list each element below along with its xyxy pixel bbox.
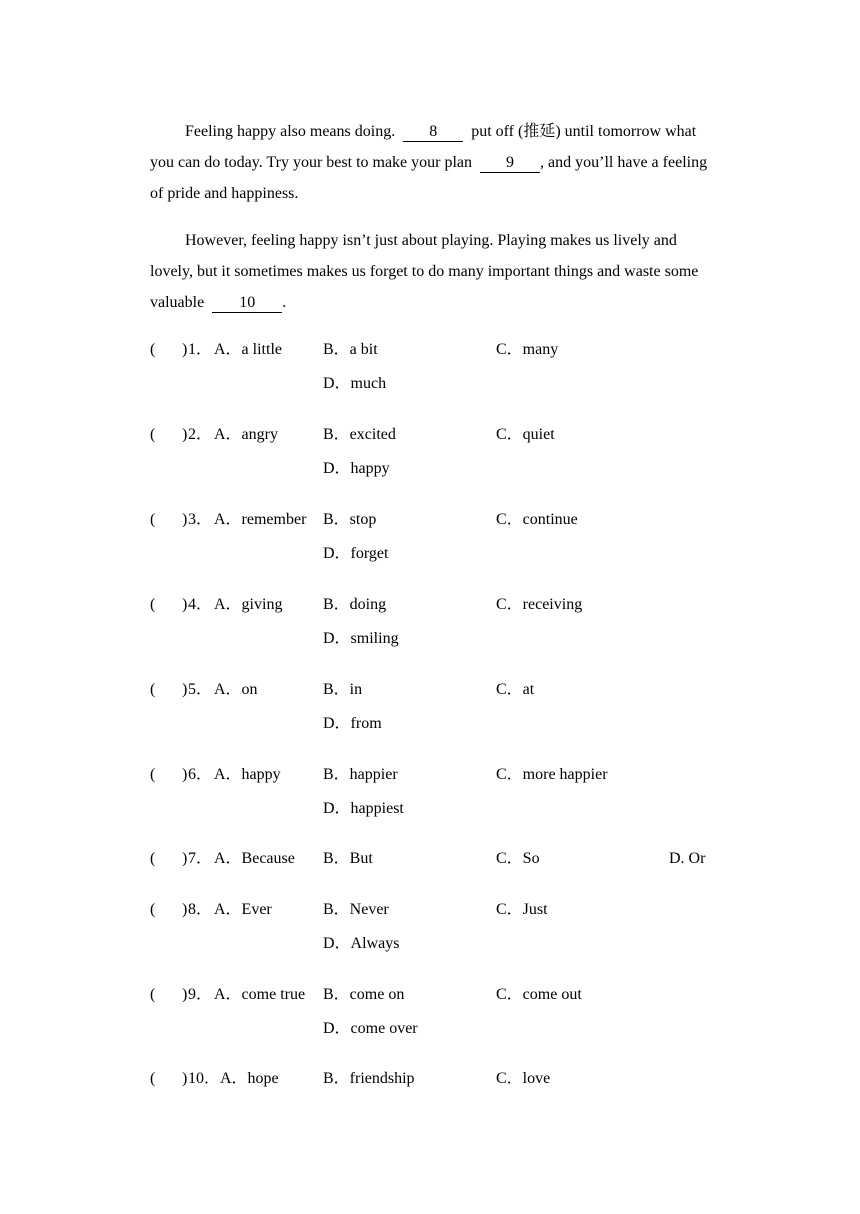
- answer-paren-open: (: [150, 426, 156, 443]
- option-b: B．in: [323, 681, 363, 698]
- question-1: [150, 340, 750, 360]
- answer-paren-open: (: [150, 986, 156, 1003]
- option-d: D．from: [323, 715, 382, 732]
- option-a: A．a little: [214, 341, 282, 358]
- option-c: C．come out: [496, 986, 582, 1003]
- blank-10: 10: [212, 294, 282, 313]
- passage-paragraph-1: [150, 116, 710, 209]
- p1-text-3: , and you’ll have a feeling of pride and happiness.: [150, 154, 708, 202]
- answer-paren-open: (: [150, 596, 156, 613]
- option-c: C．love: [496, 1070, 551, 1087]
- answer-paren-close: ): [182, 511, 188, 528]
- question-3-row-2: [150, 544, 750, 564]
- option-a: A．happy: [214, 766, 281, 783]
- answer-paren-close: ): [182, 341, 188, 358]
- answer-paren-close: ): [182, 1070, 188, 1087]
- question-9-row-2: [150, 1019, 750, 1039]
- option-b: B．a bit: [323, 341, 378, 358]
- option-b: B．happier: [323, 766, 398, 783]
- question-5: [150, 680, 750, 700]
- answer-paren-open: (: [150, 341, 156, 358]
- answer-paren-open: (: [150, 901, 156, 918]
- option-c: C．So: [496, 850, 540, 867]
- answer-paren-open: (: [150, 766, 156, 783]
- question-number: 2．: [188, 426, 213, 443]
- question-number: 5．: [188, 681, 213, 698]
- answer-paren-close: ): [182, 901, 188, 918]
- question-number: 6．: [188, 766, 213, 783]
- answer-paren-open: (: [150, 681, 156, 698]
- option-d: D．happiest: [323, 800, 404, 817]
- option-b: B．But: [323, 850, 373, 867]
- passage-paragraph-2: [150, 225, 710, 318]
- answer-paren-open: (: [150, 1070, 156, 1087]
- p2-text-1: However, feeling happy isn’t just about playing. Playing makes us lively and lovely, but it sometimes makes us forget to do many important things and waste some valuable: [150, 232, 699, 311]
- option-a: A．Because: [214, 850, 295, 867]
- answer-paren-open: (: [150, 850, 156, 867]
- answer-paren-close: ): [182, 850, 188, 867]
- option-a: A．remember: [214, 511, 307, 528]
- option-d: D．happy: [323, 460, 390, 477]
- question-5-row-2: [150, 714, 750, 734]
- option-d: D．Always: [323, 935, 400, 952]
- option-d: D．smiling: [323, 630, 399, 647]
- p1-text-1: Feeling happy also means doing.: [185, 123, 396, 140]
- option-c: C．receiving: [496, 596, 583, 613]
- option-c: C．many: [496, 341, 559, 358]
- question-1-row-2: [150, 374, 750, 394]
- option-b: B．friendship: [323, 1070, 415, 1087]
- question-number: 9．: [188, 986, 213, 1003]
- question-7: [150, 849, 750, 869]
- option-a: A．Ever: [214, 901, 272, 918]
- option-a: A．come true: [214, 986, 306, 1003]
- answer-paren-close: ): [182, 766, 188, 783]
- option-c: C．Just: [496, 901, 548, 918]
- question-6: [150, 765, 750, 785]
- p1-text-2: put off (推延) until tomorrow what you can do today. Try your best to make your plan: [150, 123, 697, 171]
- question-8: [150, 900, 750, 920]
- question-number: 8．: [188, 901, 213, 918]
- blank-9: 9: [480, 154, 540, 173]
- question-number: 10．: [188, 1070, 221, 1087]
- option-c: C．continue: [496, 511, 578, 528]
- question-number: 7．: [188, 850, 213, 867]
- option-d: D. Or: [669, 850, 706, 867]
- option-c: C．quiet: [496, 426, 555, 443]
- answer-paren-close: ): [182, 596, 188, 613]
- answer-paren-open: (: [150, 511, 156, 528]
- option-b: B．doing: [323, 596, 387, 613]
- question-2: [150, 425, 750, 445]
- option-b: B．come on: [323, 986, 405, 1003]
- option-c: C．at: [496, 681, 535, 698]
- question-4-row-2: [150, 629, 750, 649]
- option-b: B．stop: [323, 511, 377, 528]
- question-6-row-2: [150, 799, 750, 819]
- option-d: D．come over: [323, 1020, 418, 1037]
- question-2-row-2: [150, 459, 750, 479]
- option-a: A．giving: [214, 596, 283, 613]
- option-a: A．angry: [214, 426, 278, 443]
- option-b: B．excited: [323, 426, 396, 443]
- question-8-row-2: [150, 934, 750, 954]
- question-3: [150, 510, 750, 530]
- option-d: D．forget: [323, 545, 389, 562]
- p2-text-2: .: [282, 294, 287, 311]
- option-b: B．Never: [323, 901, 389, 918]
- question-number: 3．: [188, 511, 213, 528]
- question-9: [150, 985, 750, 1005]
- answer-paren-close: ): [182, 681, 188, 698]
- question-4: [150, 595, 750, 615]
- option-a: A．hope: [220, 1070, 279, 1087]
- option-c: C．more happier: [496, 766, 608, 783]
- question-10: [150, 1069, 750, 1089]
- answer-paren-close: ): [182, 986, 188, 1003]
- option-d: D．much: [323, 375, 387, 392]
- question-number: 1．: [188, 341, 213, 358]
- question-number: 4．: [188, 596, 213, 613]
- answer-paren-close: ): [182, 426, 188, 443]
- option-a: A．on: [214, 681, 258, 698]
- blank-8: 8: [403, 123, 463, 142]
